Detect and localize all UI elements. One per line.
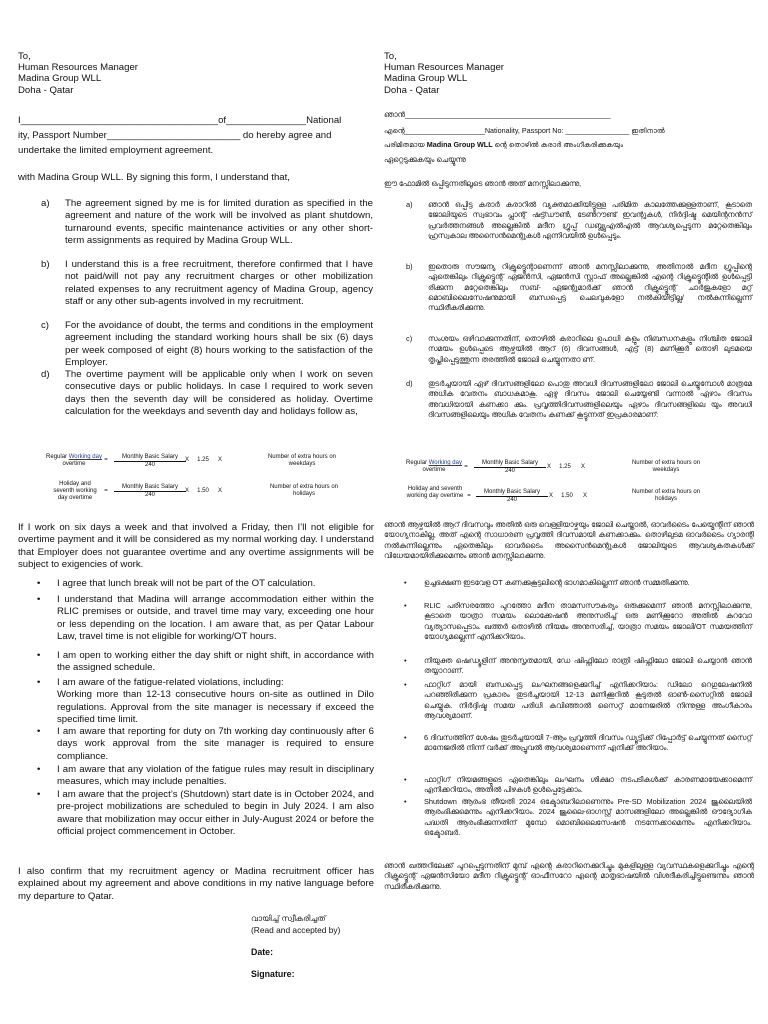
ml-bullet-3 <box>396 656 752 677</box>
read-accepted-ml: വായിച്ച് സ്വീകരിച്ചത് <box>251 914 326 923</box>
en-bullet-7 <box>29 789 374 838</box>
en-item-a <box>41 198 373 247</box>
item-text: The agreement signed by me is for limited duration as specified in the agreement and nature of the work will be involved as plant shutdown, turnaround events, specific maintenance activities or any other short-term assignments as required by Madina Group WLL. <box>65 198 373 246</box>
formula-times: X <box>217 457 222 463</box>
formula-times: X <box>548 493 553 499</box>
formula-denominator: 240 <box>144 492 155 498</box>
overtime-formula-weekday <box>46 454 346 474</box>
bullet-dot: • <box>404 733 407 742</box>
item-marker: b) <box>41 259 50 270</box>
bullet-text: I am aware that any violation of the fatigue rules may result in disciplinary measures, which may include penalties. <box>57 764 374 788</box>
item-marker: a) <box>41 198 50 209</box>
address-line-2: Madina Group WLL <box>18 73 102 85</box>
en-item-b <box>41 259 373 308</box>
overtime-formula-holiday-ml <box>406 486 706 508</box>
bullet-text: I agree that lunch break will not be part of the OT calculation. <box>57 578 316 589</box>
ml-undertake-line: ഏറ്റെടുക്കുകയും ചെയ്യുന്നു <box>384 155 466 164</box>
formula-denominator: 240 <box>504 468 515 474</box>
bullet-dot: • <box>37 789 41 800</box>
item-marker: d) <box>406 379 413 388</box>
bullet-text <box>57 677 374 726</box>
en-bullet-2 <box>29 594 374 643</box>
formula-multiplier: 1.50 <box>197 488 209 494</box>
formula-times: X <box>580 464 585 470</box>
item-text: The overtime payment will be applicable only when I work on seven consecutive days or public holidays. In case I required to work seven days then the seventh day will be considered as holiday. Overtime calculation for the weekdays and seventh day and holidays follow as, <box>65 369 373 417</box>
formula-multiplier: 1.25 <box>559 464 571 470</box>
bullet-dot: • <box>404 601 407 610</box>
bullet-dot: • <box>404 680 407 689</box>
item-marker: c) <box>41 320 49 331</box>
ml-item-b <box>406 262 752 313</box>
formula-label: Holiday and seventh working day overtime <box>53 481 97 501</box>
item-text: I understand this is a free recruitment, therefore confirmed that I have not paid/will not pay any recruitment charges or other mobilization related expenses to any recruitment agency of Madina Group, agency staff or any other sub-agents involved in my recruitment. <box>65 259 373 307</box>
formula-label: Regular Working day overtime <box>406 460 462 473</box>
read-accepted-en: (Read and accepted by) <box>251 925 341 935</box>
address-line-3: Doha - Qatar <box>384 84 440 96</box>
bullet-text: RLIC പരിസരത്തോ പുറത്തോ മദീന താമസസൗകര്യം ഒരുക്കുമെന്ന് ഞാൻ മനസ്സിലാക്കുന്നു, കൂടാതെ യാത്രാ സമയം ലൊക്കേഷൻ അനുസരിച്ച് ഒരു മണിക്കൂറോ അതിൽ കുറവോ വ്യത്യാസപ്പെടാം. ഖത്തർ തൊഴിൽ നിയമം അനുസരിച്ച്, യാത്രാ സമയം ജോലി/OT സമയത്തിന് യോഗ്യമല്ലെന്ന് എനിക്കറിയാം. <box>424 601 752 641</box>
date-label: Date: <box>251 947 273 957</box>
friday-paragraph: If I work on six days a week and that involved a Friday, then I’ll not eligible for overtime payment and it will be considered as my normal working day. I understand that Employer does not guarantee overtime and any overtime assignments will be subject to exigencies of work. <box>18 522 374 570</box>
bullet-dot: • <box>404 797 407 806</box>
bullet-dot: • <box>37 764 41 775</box>
formula-denominator: 240 <box>144 462 155 468</box>
formula-equals: = <box>464 464 468 470</box>
bullet-text: I understand that Madina will arrange accommodation either within the RLIC premises or outside, and travel time may vary, exceeding one hour or less depending on the location. I am aware that, as per Qatar Labour Law, travel time is not eligible for working/OT hours. <box>57 594 374 642</box>
formula-equals: = <box>467 493 471 499</box>
item-marker: b) <box>406 262 413 271</box>
formula-numerator: Monthly Basic Salary <box>114 454 186 462</box>
en-bullet-4 <box>29 677 374 726</box>
bullet-text: I am open to working either the day shift or night shift, in accordance with the assigned schedule. <box>57 650 374 674</box>
ml-confirmation-paragraph: ഞാൻ ഖത്തറിലേക്ക് പുറപ്പെടുന്നതിന് മുമ്പ് എന്റെ കരാറിനെക്കുറിച്ചും മുകളിലുള്ള വ്യവസ്ഥകളെക്കുറിച്ചും എന്റെ റിക്രൂട്ട്മെന്റ് ഏജൻസിയോ മദീന റിക്രൂട്ട്മെന്റ് ഓഫീസറോ എന്റെ മാതൃഭാഷയിൽ വിശദീകരിച്ചിട്ടുണ്ടെന്നും ഞാൻ സ്ഥിരീകരിക്കുന്നു. <box>384 861 754 891</box>
en-item-d <box>41 369 373 418</box>
bullet-text: നിയുക്ത ഷെഡ്യൂളിന് അനുസൃതമായി, ഡേ ഷിഫ്റ്റിലോ രാത്രി ഷിഫ്റ്റിലോ ജോലി ചെയ്യാൻ ഞാൻ തയ്യാറാണ്. <box>424 656 752 676</box>
bullet-text: Shutdown ആരംഭ തീയതി 2024 ഒക്ടോബറിലാണെന്നും Pre-SD Mobilization 2024 ജൂലൈയിൽ ആരംഭിക്കുമെന്നും എനിക്കറിയാം. 2024 ജൂലൈ-ഓഗസ്റ്റ് മാസങ്ങളിലോ അല്ലെങ്കിൽ ഔദ്യോഗിക പദ്ധതി ആരംഭിക്കുന്നതിന് മുമ്പോ മൊബിലൈസേഷൻ നടന്നേക്കാമെന്നും എനിക്കറിയാം. ഒക്ടോബർ. <box>424 797 752 837</box>
address-line-1: Human Resources Manager <box>384 62 504 74</box>
ml-bullet-4 <box>396 680 752 721</box>
bullet-dot: • <box>37 726 41 737</box>
formula-hours: Number of extra hours on weekdays <box>267 454 337 467</box>
ml-bullet-6 <box>396 775 752 796</box>
bullet-text: ഫാറ്റിഗ് നിയമങ്ങളുടെ ഏതെങ്കിലും ലംഘനം ശിക്ഷാ നടപടികൾക്ക് കാരണമായേക്കാമെന്ന് എനിക്കറിയാം, അതിൽ പിഴകൾ ഉൾപ്പെട്ടേക്കാം. <box>424 775 752 795</box>
formula-fraction <box>474 460 546 475</box>
en-bullet-5 <box>29 726 374 763</box>
formula-numerator: Monthly Basic Salary <box>114 484 186 492</box>
item-text: ഞാൻ ഒപ്പിട്ട കരാർ കരാറിൽ വ്യക്തമാക്കിയിട്ടുള്ള പരിമിത കാലത്തേക്കുള്ളതാണ്, കൂടാതെ ജോലിയുടെ സ്വഭാവം പ്ലാന്റ് ഷട്ട്ഡൗൺ, ടേൺറൗണ്ട് ഇവന്റുകൾ, നിർദ്ദിഷ്ട മെയിന്റനൻസ് പ്രവർത്തനങ്ങൾ അല്ലെങ്കിൽ മദീന ഗ്രൂപ്പ് ഡബ്ല്യുഎൽഎൽ ആവശ്യപ്പെടുന്ന മറ്റേതെങ്കിലും ഹ്രസ്വകാല അസൈൻമെന്റുകൾ എന്നിവയിൽ ഉൾപ്പെടും. <box>428 200 752 240</box>
fatigue-lead: I am aware of the fatigue-related violations, including: <box>57 677 284 688</box>
with-madina-line: with Madina Group WLL. By signing this form, I understand that, <box>18 172 290 183</box>
formula-fraction <box>476 489 548 504</box>
formula-hours: Number of extra hours on weekdays <box>631 460 701 473</box>
formula-label: Holiday and seventh working day overtime <box>406 486 464 499</box>
formula-numerator: Monthly Basic Salary <box>474 460 546 468</box>
ml-item-c <box>406 334 752 365</box>
formula-denominator: 240 <box>506 497 517 503</box>
address-line-1: Human Resources Manager <box>18 62 138 74</box>
formula-equals: = <box>104 488 108 494</box>
formula-equals: = <box>104 457 108 463</box>
formula-times: X <box>582 493 587 499</box>
ml-name-line: ഞാൻ__________________________________________________ <box>384 110 611 119</box>
intro-line-1: I_____________________________________of_______________National <box>18 115 342 126</box>
bullet-text: I am aware that the project’s (Shutdown) start date is in October 2024, and pre-project mobilizations are scheduled to begin in July 2024. I am also aware that mobilization may occur either in July-August 2024 or before the official project commencement in October. <box>57 789 374 837</box>
formula-numerator: Monthly Basic Salary <box>476 489 548 497</box>
item-text: For the avoidance of doubt, the terms and conditions in the employment agreement including the standard working hours shall be six (6) days per week composed of eight (8) hours working to the satisfaction of the Employer. <box>65 320 373 368</box>
formula-multiplier: 1.25 <box>197 457 209 463</box>
formula-times: X <box>184 488 189 494</box>
ml-bullet-1 <box>396 578 752 588</box>
intro-line-2: ity, Passport Number_________________________ do hereby agree and <box>18 130 332 141</box>
item-text: സംശയം ഒഴിവാക്കുന്നതിന്, തൊഴിൽ കരാറിലെ ഉപാധി കളും നിബന്ധനകളും നിശ്ചിത ജോലി സമയം ഉൾപ്പെടെ ആഴ്ചയിൽ ആറ് (6) ദിവസങ്ങൾ, എട്ട് (8) മണിക്കൂർ തൊഴി ലുടമയെ തൃപ്തിപ്പെടുത്തുന്ന തരത്തിൽ ജോലി ചെയ്യുന്നതാ ണ്. <box>428 334 752 364</box>
ml-nationality-line: എന്റെ____________________Nationality, Passport No: ________________ ഇതിനാൽ <box>384 126 665 135</box>
address-line-3: Doha - Qatar <box>18 84 74 96</box>
recipient-address-ml <box>384 51 504 96</box>
signature-label: Signature: <box>251 969 295 979</box>
en-bullet-1 <box>29 578 374 590</box>
item-marker: d) <box>41 369 50 380</box>
formula-hours: Number of extra hours on holidays <box>631 489 701 502</box>
fatigue-detail: Working more than 12-13 consecutive hours on-site as outlined in Dilo regulations. Approval from the site manager is necessary if exceed the specified time limit. <box>57 689 374 725</box>
address-to: To, <box>18 51 31 62</box>
item-text: തുടർച്ചയായി ഏഴ് ദിവസങ്ങളിലോ പൊതു അവധി ദിവസങ്ങളിലോ ജോലി ചെയ്യുമ്പോൾ മാത്രമേ അധിക വേതനം ബാധകമാകൂ. ഏഴു ദിവസം ജോലി ചെയ്യേണ്ടി വന്നാൽ ഏഴാം ദിവസം അവധിയായി കണക്കാ ക്കും. പ്രവൃത്തിദിവസങ്ങളിലെയും ഏഴാം ദിവസങ്ങളിലെ യും അവധി ദിവസങ്ങളിലെയും അധിക വേതനം കണക്ക് കൂട്ടുന്നത് ഇപ്രകാരമാണ്: <box>428 379 752 419</box>
bullet-dot: • <box>37 677 41 688</box>
bullet-dot: • <box>37 594 41 605</box>
ml-friday-paragraph: ഞാൻ ആഴ്ചയിൽ ആറ് ദിവസവും അതിൽ ഒരു വെള്ളിയാഴ്ചയും ജോലി ചെയ്താൽ, ഓവർടൈം പേയ്മെന്റിന് ഞാൻ യോഗ്യനാകില്ല, അത് എന്റെ സാധാരണ പ്രവൃത്തി ദിവസമായി കണക്കാക്കും. തൊഴിലുടമ ഓവർടൈം ഗ്യാരന്റി നൽകുന്നില്ലെന്നും ഏതെങ്കിലും ഓവർടൈം അസൈൻമെന്റുകൾ ജോലിയുടെ ആവശ്യകതകൾക്ക് വിധേയമായിരിക്കുമെന്നും ഞാൻ മനസ്സിലാക്കുന്നു. <box>384 520 754 560</box>
en-item-c <box>41 320 373 369</box>
en-bullet-6 <box>29 764 374 789</box>
ml-form-line: ഈ ഫോമിൽ ഒപ്പിടുന്നതിലൂടെ ഞാൻ അത് മനസ്സിലാക്കുന്നു, <box>384 179 582 188</box>
formula-hours: Number of extra hours on holidays <box>269 484 339 497</box>
en-bullet-3 <box>29 650 374 675</box>
ml-bullet-2 <box>396 601 752 642</box>
bullet-text: 6 ദിവസത്തിന് ശേഷം തുടർച്ചയായി 7-ആം പ്രവൃത്തി ദിവസം ഡ്യൂട്ടിക്ക് റിപ്പോർട്ട് ചെയ്യുന്നത് സൈറ്റ് മാനേജരിൽ നിന്ന് വർക്ക് അപ്രൂവൽ ആവശ്യമാണെന്ന് എനിക്ക് അറിയാം. <box>424 733 752 753</box>
company-name: Madina Group WLL <box>426 140 493 149</box>
overtime-formula-weekday-ml <box>406 460 706 480</box>
formula-fraction <box>114 484 186 499</box>
bullet-text: ഫാറ്റിഗ് മായി ബന്ധപ്പെട്ട ലംഘനങ്ങളെക്കുറിച്ച് എനിക്കറിയാം: ഡിലോ റെഗുലേഷനിൽ പറഞ്ഞിരിക്കുന്ന പ്രകാരം തുടർച്ചയായി 12-13 മണിക്കൂറിൽ കൂടുതൽ ഓൺ-സൈറ്റിൽ ജോലി ചെയ്യുക. നിർദ്ദിഷ്ട സമയ പരിധി കവിഞ്ഞാൽ സൈറ്റ് മാനേജരിൽ നിന്നുള്ള അംഗീകാരം ആവശ്യമാണ്. <box>424 680 752 720</box>
intro-line-3: undertake the limited employment agreement. <box>18 145 214 156</box>
formula-label: Regular Working day overtime <box>46 454 102 467</box>
overtime-formula-holiday <box>46 481 346 503</box>
ml-item-d <box>406 379 752 420</box>
item-marker: c) <box>406 334 413 343</box>
formula-fraction <box>114 454 186 469</box>
bullet-text: ഉച്ചഭക്ഷണ ഇടവേള OT കണക്കുകൂട്ടലിന്റെ ഭാഗമാകില്ലെന്ന് ഞാൻ സമ്മതിക്കുന്നു. <box>424 578 690 587</box>
address-line-2: Madina Group WLL <box>384 73 468 85</box>
bullet-text: I am aware that reporting for duty on 7th working day continuously after 6 days work approval from the site manager is required to ensure compliance. <box>57 726 374 762</box>
bullet-dot: • <box>404 656 407 665</box>
bullet-dot: • <box>404 775 407 784</box>
formula-times: X <box>184 457 189 463</box>
address-to: To, <box>384 51 397 62</box>
item-text: ഇതൊരു സൗജന്യ റിക്രൂട്ട്മെന്റാണെന്ന് ഞാൻ മനസ്സിലാക്കുന്നു, അതിനാൽ മദീന ഗ്രൂപ്പിന്റെ ഏതെങ്കിലും റിക്രൂട്ട്മെന്റ് ഏജൻസി, ഏജൻസി സ്റ്റാഫ് അല്ലെങ്കിൽ എന്റെ റിക്രൂട്ട്മെന്റിൽ ഉൾപ്പെട്ടി രിക്കുന്ന മറ്റേതെങ്കിലും സബ്- ഏജന്റുമാർക്ക് ഞാൻ റിക്രൂട്ട്മെന്റ് ചാർജുകളോ മറ്റ് മൊബിലൈസേഷനുമായി ബന്ധപ്പെട്ട ചെലവുകളോ നൽകിയിട്ടില്ല/ നൽകുന്നില്ലെന്ന് സ്ഥിരീകരിക്കുന്നു. <box>428 262 752 313</box>
bullet-dot: • <box>404 578 407 587</box>
ml-bullet-5 <box>396 733 752 754</box>
ml-item-a <box>406 200 752 241</box>
confirmation-paragraph: I also confirm that my recruitment agency or Madina recruitment officer has explained about my agreement and above conditions in my native language before my departure to Qatar. <box>18 866 374 902</box>
bullet-dot: • <box>37 650 41 661</box>
formula-times: X <box>217 488 222 494</box>
bullet-dot: • <box>37 578 41 589</box>
formula-multiplier: 1.50 <box>561 493 573 499</box>
recipient-address <box>18 51 138 96</box>
ml-bullet-7 <box>396 797 752 838</box>
item-marker: a) <box>406 200 413 209</box>
formula-times: X <box>546 464 551 470</box>
ml-agreement-line: പരിമിതമായ Madina Group WLL ന്റെ തൊഴിൽ കരാർ അംഗീകരിക്കുകയും <box>384 140 624 149</box>
